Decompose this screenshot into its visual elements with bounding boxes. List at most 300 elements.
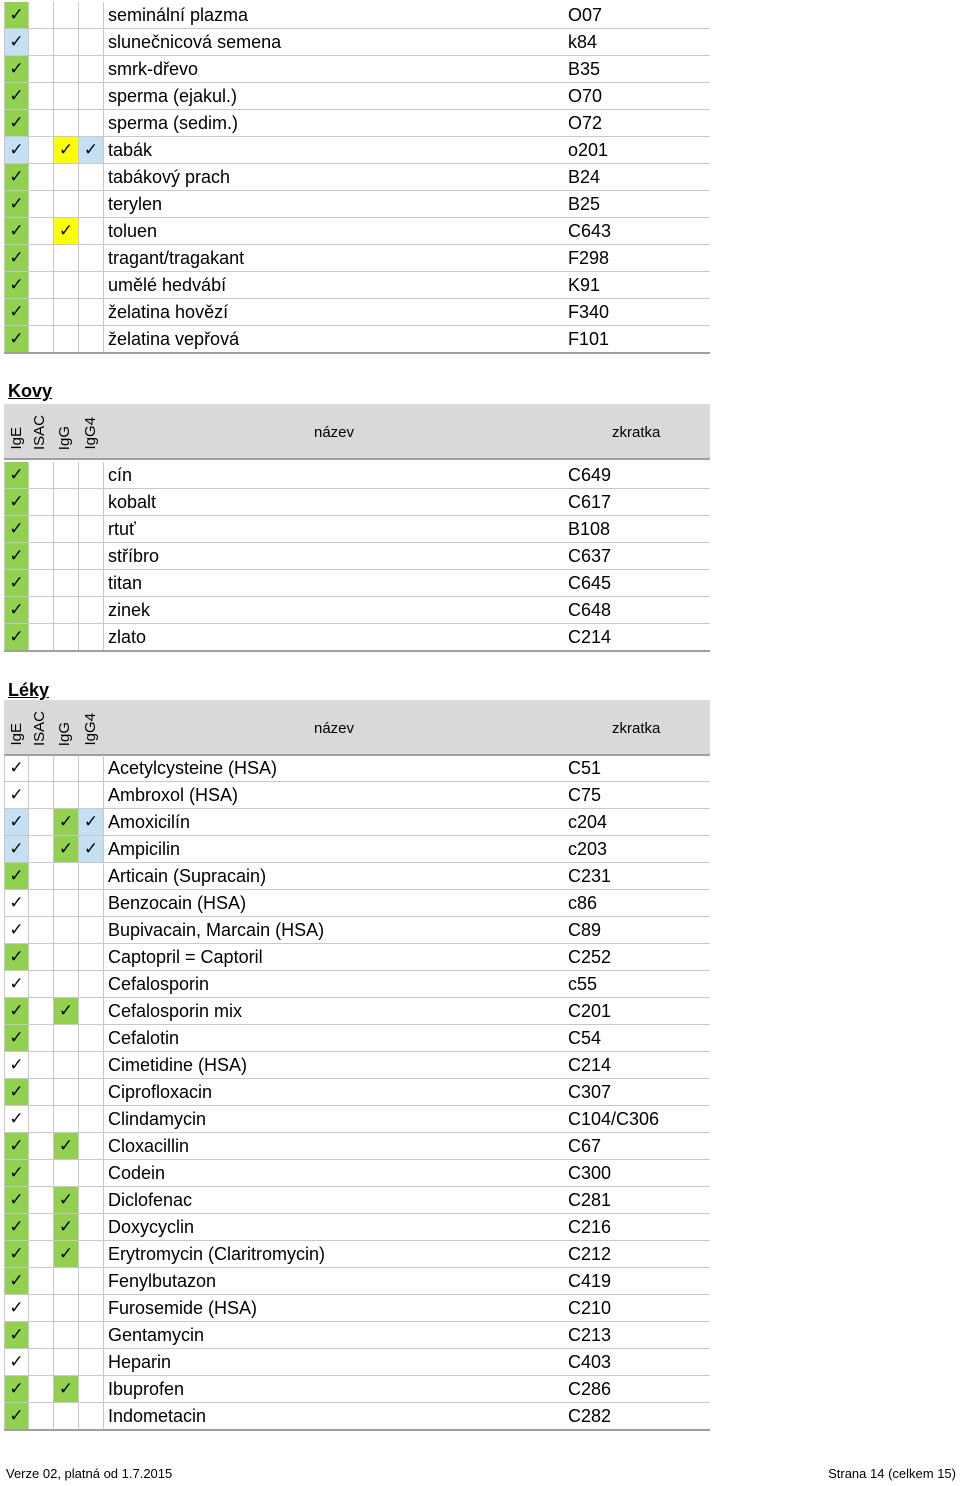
allergen-name: Amoxicilín (108, 811, 191, 832)
table-header-leky (4, 700, 710, 756)
igg-cell (54, 998, 79, 1024)
allergen-name: Doxycyclin (108, 1216, 195, 1237)
igg4-cell (79, 809, 104, 835)
check-icon: ✓ (9, 301, 24, 322)
check-icon: ✓ (9, 139, 24, 160)
table-row (4, 2, 710, 29)
igg4-cell (79, 998, 104, 1024)
check-icon: ✓ (9, 58, 24, 79)
check-icon: ✓ (9, 1270, 24, 1291)
table-row (4, 809, 710, 836)
isac-cell (29, 1106, 54, 1132)
table-misc (4, 2, 710, 354)
igg-cell (54, 137, 79, 163)
igg-cell (54, 1052, 79, 1078)
allergen-code: C282 (568, 1405, 612, 1426)
allergen-code: B108 (568, 518, 611, 539)
allergen-name: Ciprofloxacin (108, 1081, 213, 1102)
check-icon: ✓ (9, 892, 24, 913)
igg-cell (54, 863, 79, 889)
allergen-code: C648 (568, 599, 612, 620)
ige-cell (4, 299, 29, 325)
igg-cell (54, 917, 79, 943)
isac-cell (29, 489, 54, 515)
igg4-cell (79, 326, 104, 352)
table-row (4, 56, 710, 83)
igg-cell (54, 1214, 79, 1240)
header-isac: ISAC (31, 710, 48, 746)
isac-cell (29, 570, 54, 596)
ige-cell (4, 191, 29, 217)
isac-cell (29, 110, 54, 136)
check-icon: ✓ (58, 1378, 74, 1399)
ige-cell (4, 272, 29, 298)
allergen-name: Clindamycin (108, 1108, 207, 1129)
ige-cell (4, 462, 29, 488)
allergen-name: Fenylbutazon (108, 1270, 217, 1291)
check-icon: ✓ (9, 31, 24, 52)
allergen-name: Acetylcysteine (HSA) (108, 757, 278, 778)
allergen-name: kobalt (108, 491, 157, 512)
allergen-name: Benzocain (HSA) (108, 892, 247, 913)
check-icon: ✓ (83, 838, 99, 859)
allergen-code: C75 (568, 784, 602, 805)
igg-cell (54, 543, 79, 569)
isac-cell (29, 1295, 54, 1321)
ige-cell (4, 998, 29, 1024)
igg4-cell (79, 624, 104, 650)
ige-cell (4, 782, 29, 808)
table-row (4, 137, 710, 164)
table-row (4, 164, 710, 191)
ige-cell (4, 1376, 29, 1402)
table-row (4, 944, 710, 971)
igg4-cell (79, 890, 104, 916)
table-row (4, 971, 710, 998)
check-icon: ✓ (9, 919, 24, 940)
table-row (4, 326, 710, 354)
igg-cell (54, 890, 79, 916)
igg4-cell (79, 1349, 104, 1375)
check-icon: ✓ (9, 112, 24, 133)
isac-cell (29, 1025, 54, 1051)
check-icon: ✓ (9, 1081, 24, 1102)
table-row (4, 890, 710, 917)
table-row (4, 917, 710, 944)
igg4-cell (79, 1268, 104, 1294)
igg4-cell (79, 191, 104, 217)
igg-cell (54, 1079, 79, 1105)
allergen-name: želatina hovězí (108, 301, 229, 322)
ige-cell (4, 245, 29, 271)
check-icon: ✓ (58, 1216, 74, 1237)
igg4-cell (79, 489, 104, 515)
check-icon: ✓ (9, 1297, 24, 1318)
table-row (4, 1403, 710, 1431)
igg4-cell (79, 917, 104, 943)
header-isac: ISAC (31, 414, 48, 450)
allergen-name: želatina vepřová (108, 328, 240, 349)
igg-cell (54, 1133, 79, 1159)
header-code: zkratka (612, 424, 661, 441)
isac-cell (29, 1160, 54, 1186)
allergen-name: Cefalosporin mix (108, 1000, 243, 1021)
header-igg4: IgG4 (82, 713, 99, 746)
allergen-code: C214 (568, 626, 612, 647)
allergen-name: Cefalotin (108, 1027, 180, 1048)
table-row (4, 1187, 710, 1214)
header-ige: IgE (8, 427, 25, 450)
ige-cell (4, 137, 29, 163)
allergen-name: smrk-dřevo (108, 58, 199, 79)
isac-cell (29, 944, 54, 970)
check-icon: ✓ (9, 1243, 24, 1264)
check-icon: ✓ (9, 1108, 24, 1129)
ige-cell (4, 917, 29, 943)
check-icon: ✓ (58, 220, 74, 241)
igg-cell (54, 29, 79, 55)
header-igg: IgG (56, 425, 73, 450)
table-row (4, 83, 710, 110)
igg-cell (54, 83, 79, 109)
allergen-name: Erytromycin (Claritromycin) (108, 1243, 326, 1264)
isac-cell (29, 597, 54, 623)
igg4-cell (79, 1214, 104, 1240)
igg4-cell (79, 1133, 104, 1159)
isac-cell (29, 836, 54, 862)
allergen-name: Cimetidine (HSA) (108, 1054, 248, 1075)
ige-cell (4, 1295, 29, 1321)
allergen-name: Cloxacillin (108, 1135, 190, 1156)
allergen-code: c86 (568, 892, 598, 913)
isac-cell (29, 326, 54, 352)
isac-cell (29, 1349, 54, 1375)
table-row (4, 863, 710, 890)
allergen-code: C216 (568, 1216, 612, 1237)
igg-cell (54, 809, 79, 835)
igg-cell (54, 218, 79, 244)
allergen-name: Gentamycin (108, 1324, 205, 1345)
allergen-code: C104/C306 (568, 1108, 660, 1129)
allergen-name: sperma (sedim.) (108, 112, 239, 133)
isac-cell (29, 809, 54, 835)
table-row (4, 1079, 710, 1106)
isac-cell (29, 2, 54, 28)
isac-cell (29, 755, 54, 781)
isac-cell (29, 1268, 54, 1294)
igg4-cell (79, 755, 104, 781)
check-icon: ✓ (58, 1135, 74, 1156)
check-icon: ✓ (9, 599, 24, 620)
allergen-code: C214 (568, 1054, 612, 1075)
check-icon: ✓ (9, 838, 24, 859)
igg-cell (54, 570, 79, 596)
ige-cell (4, 1268, 29, 1294)
ige-cell (4, 1241, 29, 1267)
table-row (4, 272, 710, 299)
igg-cell (54, 326, 79, 352)
igg-cell (54, 516, 79, 542)
header-code: zkratka (612, 720, 661, 737)
allergen-name: titan (108, 572, 143, 593)
isac-cell (29, 462, 54, 488)
igg4-cell (79, 164, 104, 190)
isac-cell (29, 272, 54, 298)
check-icon: ✓ (58, 1000, 74, 1021)
check-icon: ✓ (58, 811, 74, 832)
ige-cell (4, 1322, 29, 1348)
ige-cell (4, 1214, 29, 1240)
check-icon: ✓ (9, 1189, 24, 1210)
igg-cell (54, 755, 79, 781)
isac-cell (29, 245, 54, 271)
table-leky (4, 755, 710, 1431)
check-icon: ✓ (9, 464, 24, 485)
igg4-cell (79, 516, 104, 542)
ige-cell (4, 1403, 29, 1429)
section-title-leky: Léky (8, 680, 50, 700)
igg-cell (54, 272, 79, 298)
check-icon: ✓ (9, 626, 24, 647)
allergen-code: O70 (568, 85, 603, 106)
allergen-code: C637 (568, 545, 612, 566)
allergen-code: c204 (568, 811, 608, 832)
igg4-cell (79, 570, 104, 596)
allergen-name: zlato (108, 626, 147, 647)
allergen-code: C201 (568, 1000, 612, 1021)
table-row (4, 543, 710, 570)
igg4-cell (79, 543, 104, 569)
table-row (4, 1241, 710, 1268)
allergen-code: C286 (568, 1378, 612, 1399)
allergen-code: B35 (568, 58, 601, 79)
table-row (4, 836, 710, 863)
allergen-code: F298 (568, 247, 610, 268)
allergen-name: Captopril = Captoril (108, 946, 263, 967)
isac-cell (29, 1241, 54, 1267)
igg-cell (54, 489, 79, 515)
igg-cell (54, 597, 79, 623)
allergen-code: O07 (568, 4, 603, 25)
igg-cell (54, 944, 79, 970)
check-icon: ✓ (9, 1162, 24, 1183)
igg4-cell (79, 29, 104, 55)
igg4-cell (79, 245, 104, 271)
check-icon: ✓ (9, 220, 24, 241)
igg4-cell (79, 944, 104, 970)
igg-cell (54, 1160, 79, 1186)
table-row (4, 1160, 710, 1187)
allergen-name: Codein (108, 1162, 166, 1183)
allergen-code: C51 (568, 757, 602, 778)
igg4-cell (79, 137, 104, 163)
igg-cell (54, 1025, 79, 1051)
igg4-cell (79, 272, 104, 298)
ige-cell (4, 1349, 29, 1375)
footer-page: Strana 14 (celkem 15) (828, 1466, 956, 1481)
table-row (4, 299, 710, 326)
allergen-name: Diclofenac (108, 1189, 193, 1210)
allergen-name: tabák (108, 139, 153, 160)
check-icon: ✓ (9, 973, 24, 994)
allergen-name: cín (108, 464, 133, 485)
igg4-cell (79, 1376, 104, 1402)
allergen-code: C212 (568, 1243, 612, 1264)
allergen-name: tragant/tragakant (108, 247, 245, 268)
igg-cell (54, 1268, 79, 1294)
igg-cell (54, 56, 79, 82)
ige-cell (4, 164, 29, 190)
allergen-code: C643 (568, 220, 612, 241)
igg4-cell (79, 1052, 104, 1078)
allergen-code: C645 (568, 572, 612, 593)
igg4-cell (79, 1025, 104, 1051)
isac-cell (29, 83, 54, 109)
allergen-code: K91 (568, 274, 601, 295)
table-row (4, 1268, 710, 1295)
table-row (4, 570, 710, 597)
isac-cell (29, 1322, 54, 1348)
table-row (4, 1025, 710, 1052)
check-icon: ✓ (9, 1351, 24, 1372)
allergen-name: Heparin (108, 1351, 172, 1372)
igg4-cell (79, 597, 104, 623)
check-icon: ✓ (9, 1216, 24, 1237)
table-row (4, 1322, 710, 1349)
table-row (4, 218, 710, 245)
igg4-cell (79, 1106, 104, 1132)
table-row (4, 516, 710, 543)
table-row (4, 1106, 710, 1133)
allergen-code: C403 (568, 1351, 612, 1372)
check-icon: ✓ (58, 1243, 74, 1264)
header-name: název (314, 720, 355, 737)
table-row (4, 29, 710, 56)
check-icon: ✓ (9, 247, 24, 268)
check-icon: ✓ (9, 4, 24, 25)
isac-cell (29, 191, 54, 217)
igg4-cell (79, 110, 104, 136)
allergen-code: C300 (568, 1162, 612, 1183)
igg-cell (54, 1106, 79, 1132)
check-icon: ✓ (83, 811, 99, 832)
allergen-code: C307 (568, 1081, 612, 1102)
igg-cell (54, 2, 79, 28)
allergen-code: C89 (568, 919, 602, 940)
table-row (4, 755, 710, 782)
igg4-cell (79, 1187, 104, 1213)
table-row (4, 245, 710, 272)
igg-cell (54, 782, 79, 808)
ige-cell (4, 1106, 29, 1132)
ige-cell (4, 1160, 29, 1186)
igg4-cell (79, 1079, 104, 1105)
isac-cell (29, 1214, 54, 1240)
igg4-cell (79, 863, 104, 889)
check-icon: ✓ (9, 1324, 24, 1345)
table-row (4, 489, 710, 516)
isac-cell (29, 218, 54, 244)
allergen-code: k84 (568, 31, 598, 52)
isac-cell (29, 1403, 54, 1429)
igg4-cell (79, 462, 104, 488)
header-name: název (314, 424, 355, 441)
allergen-name: Ambroxol (HSA) (108, 784, 239, 805)
isac-cell (29, 1052, 54, 1078)
ige-cell (4, 1079, 29, 1105)
allergen-name: Cefalosporin (108, 973, 210, 994)
igg-cell (54, 1295, 79, 1321)
check-icon: ✓ (58, 1189, 74, 1210)
ige-cell (4, 83, 29, 109)
isac-cell (29, 971, 54, 997)
allergen-name: terylen (108, 193, 163, 214)
header-ige: IgE (8, 723, 25, 746)
allergen-code: F340 (568, 301, 610, 322)
isac-cell (29, 624, 54, 650)
ige-cell (4, 543, 29, 569)
igg-cell (54, 971, 79, 997)
ige-cell (4, 1025, 29, 1051)
allergen-code: C54 (568, 1027, 602, 1048)
check-icon: ✓ (9, 946, 24, 967)
table-row (4, 191, 710, 218)
allergen-code: O72 (568, 112, 603, 133)
section-title-kovy: Kovy (8, 381, 53, 401)
check-icon: ✓ (9, 1135, 24, 1156)
check-icon: ✓ (9, 274, 24, 295)
table-row (4, 1214, 710, 1241)
allergen-name: sperma (ejakul.) (108, 85, 238, 106)
allergen-code: o201 (568, 139, 609, 160)
check-icon: ✓ (9, 784, 24, 805)
table-row (4, 1133, 710, 1160)
check-icon: ✓ (83, 139, 99, 160)
check-icon: ✓ (9, 1378, 24, 1399)
igg4-cell (79, 56, 104, 82)
check-icon: ✓ (9, 193, 24, 214)
ige-cell (4, 218, 29, 244)
igg4-cell (79, 836, 104, 862)
ige-cell (4, 29, 29, 55)
isac-cell (29, 998, 54, 1024)
check-icon: ✓ (9, 166, 24, 187)
ige-cell (4, 890, 29, 916)
igg-cell (54, 164, 79, 190)
allergen-code: C231 (568, 865, 612, 886)
allergen-code: C210 (568, 1297, 612, 1318)
igg4-cell (79, 782, 104, 808)
allergen-code: C649 (568, 464, 612, 485)
allergen-name: seminální plazma (108, 4, 249, 25)
allergen-code: C213 (568, 1324, 612, 1345)
isac-cell (29, 1376, 54, 1402)
igg-cell (54, 245, 79, 271)
igg-cell (54, 1241, 79, 1267)
ige-cell (4, 56, 29, 82)
isac-cell (29, 543, 54, 569)
isac-cell (29, 29, 54, 55)
table-row (4, 597, 710, 624)
check-icon: ✓ (9, 811, 24, 832)
isac-cell (29, 164, 54, 190)
check-icon: ✓ (9, 1405, 24, 1426)
ige-cell (4, 570, 29, 596)
check-icon: ✓ (9, 1054, 24, 1075)
check-icon: ✓ (9, 572, 24, 593)
check-icon: ✓ (9, 757, 24, 778)
allergen-code: B24 (568, 166, 601, 187)
